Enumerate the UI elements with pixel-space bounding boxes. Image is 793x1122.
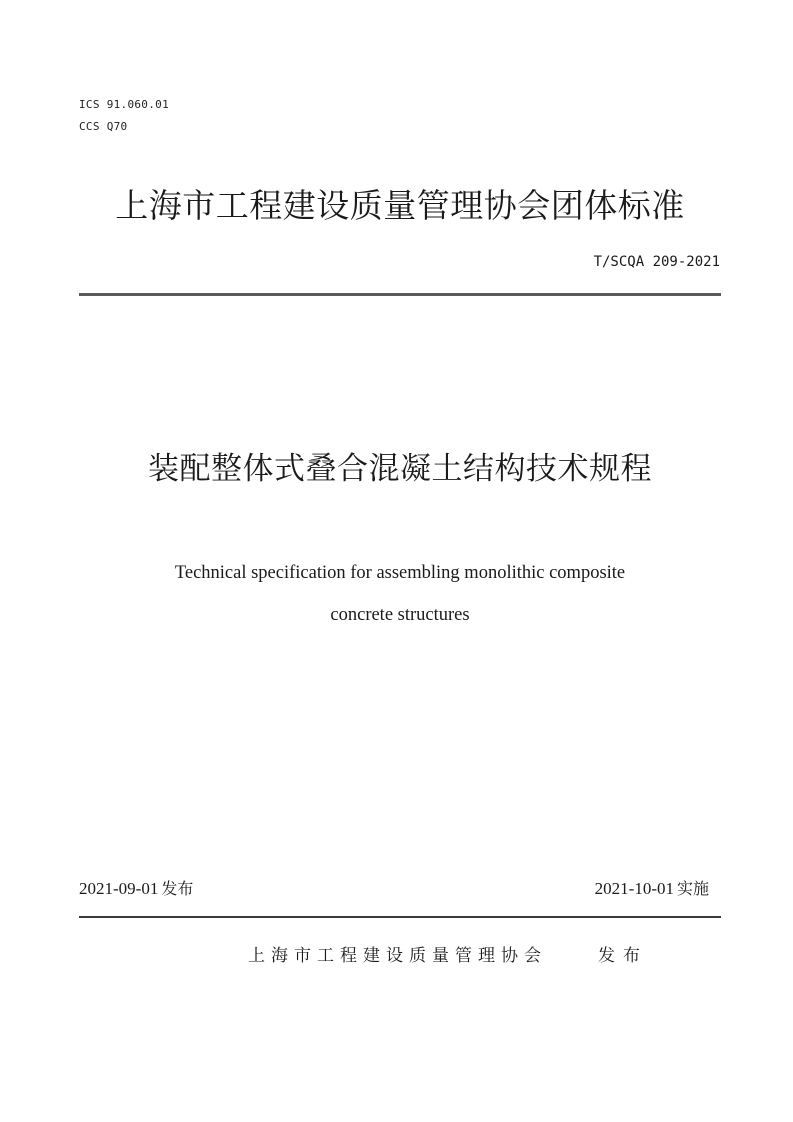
implementation-date-block: [595, 876, 709, 899]
issue-date: 2021-09-01: [79, 879, 159, 898]
document-title-english-line1: Technical specification for assembling monolithic composite: [174, 563, 626, 583]
publisher-name: 上海市工程建设质量管理协会: [248, 946, 547, 966]
implementation-label: 实施: [676, 879, 709, 898]
publish-label: 发布: [598, 946, 648, 966]
implementation-date: 2021-10-01: [594, 879, 674, 898]
ics-code: ICS 91.060.01: [79, 98, 169, 111]
standard-number: T/SCQA 209-2021: [593, 254, 720, 270]
footer-divider: [79, 916, 721, 918]
document-title-chinese: 装配整体式叠合混凝土结构技术规程: [148, 451, 652, 487]
issue-date-block: [79, 876, 193, 899]
ccs-code: CCS Q70: [79, 120, 128, 133]
issue-label: 发布: [161, 879, 194, 898]
header-divider: [79, 293, 721, 296]
document-title-english-line2: concrete structures: [330, 605, 470, 625]
organization-standard-title: 上海市工程建设质量管理协会团体标准: [115, 186, 685, 225]
